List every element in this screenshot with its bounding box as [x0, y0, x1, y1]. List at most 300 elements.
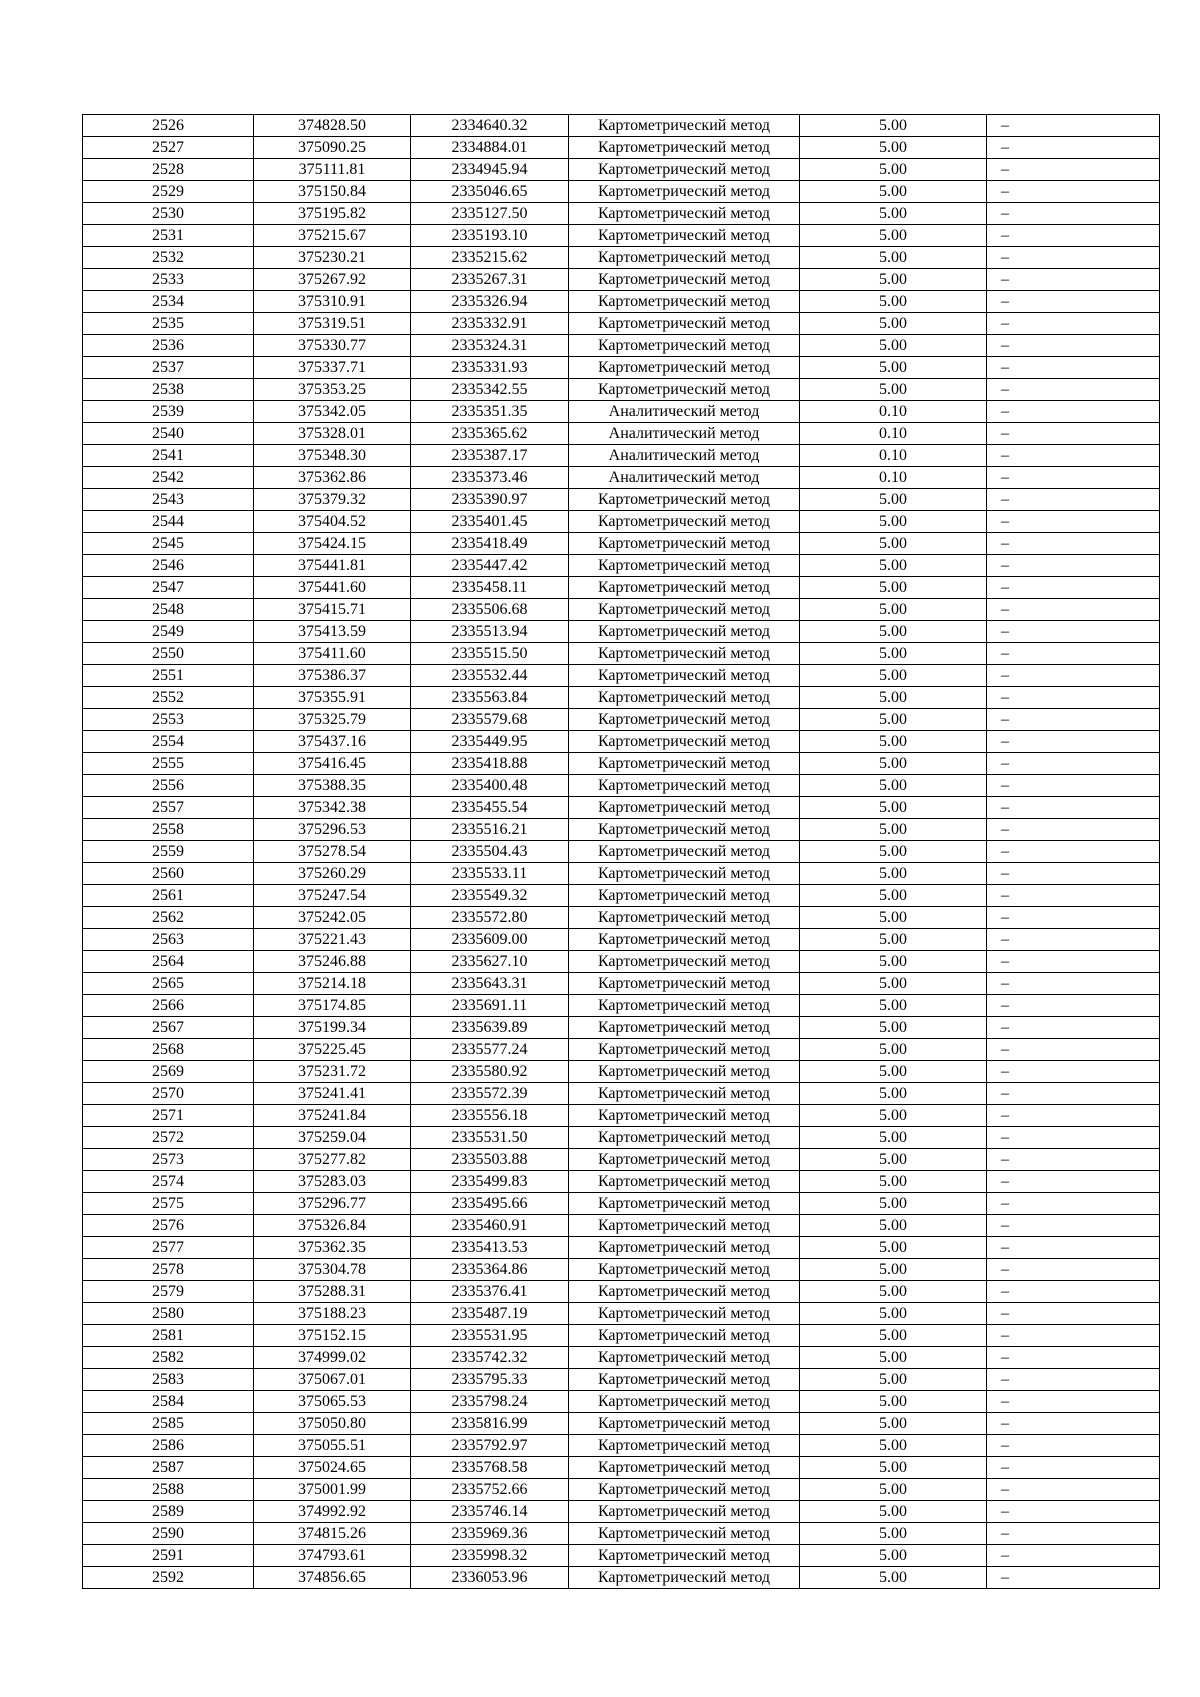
point-number-cell: 2532 — [83, 247, 254, 269]
description-cell: – — [987, 1193, 1160, 1215]
table-row — [83, 357, 1160, 379]
coordinates-table-body — [83, 115, 1160, 1589]
method-cell: Картометрический метод — [569, 1347, 800, 1369]
table-row — [83, 1039, 1160, 1061]
accuracy-cell: 5.00 — [800, 335, 987, 357]
accuracy-cell: 5.00 — [800, 665, 987, 687]
table-row — [83, 401, 1160, 423]
description-cell: – — [987, 841, 1160, 863]
description-cell: – — [987, 665, 1160, 687]
method-cell: Картометрический метод — [569, 929, 800, 951]
y-coordinate-cell: 2335532.44 — [411, 665, 569, 687]
y-coordinate-cell: 2335531.50 — [411, 1127, 569, 1149]
accuracy-cell: 5.00 — [800, 511, 987, 533]
description-cell: – — [987, 1127, 1160, 1149]
accuracy-cell: 5.00 — [800, 1325, 987, 1347]
y-coordinate-cell: 2335768.58 — [411, 1457, 569, 1479]
method-cell: Картометрический метод — [569, 1501, 800, 1523]
y-coordinate-cell: 2335331.93 — [411, 357, 569, 379]
y-coordinate-cell: 2335572.39 — [411, 1083, 569, 1105]
description-cell: – — [987, 1479, 1160, 1501]
accuracy-cell: 5.00 — [800, 1083, 987, 1105]
method-cell: Картометрический метод — [569, 1149, 800, 1171]
x-coordinate-cell: 375225.45 — [254, 1039, 411, 1061]
description-cell: – — [987, 1523, 1160, 1545]
y-coordinate-cell: 2335516.21 — [411, 819, 569, 841]
method-cell: Картометрический метод — [569, 555, 800, 577]
x-coordinate-cell: 375379.32 — [254, 489, 411, 511]
description-cell: – — [987, 1391, 1160, 1413]
table-row — [83, 181, 1160, 203]
method-cell: Картометрический метод — [569, 203, 800, 225]
accuracy-cell: 5.00 — [800, 1105, 987, 1127]
table-row — [83, 665, 1160, 687]
y-coordinate-cell: 2335577.24 — [411, 1039, 569, 1061]
accuracy-cell: 5.00 — [800, 555, 987, 577]
accuracy-cell: 5.00 — [800, 731, 987, 753]
accuracy-cell: 5.00 — [800, 643, 987, 665]
table-row — [83, 1061, 1160, 1083]
coordinates-table — [82, 114, 1160, 1589]
description-cell: – — [987, 445, 1160, 467]
point-number-cell: 2588 — [83, 1479, 254, 1501]
y-coordinate-cell: 2335579.68 — [411, 709, 569, 731]
table-row — [83, 291, 1160, 313]
method-cell: Картометрический метод — [569, 115, 800, 137]
x-coordinate-cell: 375441.81 — [254, 555, 411, 577]
description-cell: – — [987, 555, 1160, 577]
point-number-cell: 2553 — [83, 709, 254, 731]
method-cell: Аналитический метод — [569, 445, 800, 467]
y-coordinate-cell: 2335691.11 — [411, 995, 569, 1017]
point-number-cell: 2584 — [83, 1391, 254, 1413]
method-cell: Картометрический метод — [569, 841, 800, 863]
x-coordinate-cell: 375348.30 — [254, 445, 411, 467]
description-cell: – — [987, 1259, 1160, 1281]
method-cell: Картометрический метод — [569, 1479, 800, 1501]
accuracy-cell: 5.00 — [800, 1061, 987, 1083]
table-row — [83, 995, 1160, 1017]
accuracy-cell: 5.00 — [800, 1215, 987, 1237]
description-cell: – — [987, 599, 1160, 621]
accuracy-cell: 5.00 — [800, 1237, 987, 1259]
accuracy-cell: 5.00 — [800, 137, 987, 159]
table-row — [83, 797, 1160, 819]
description-cell: – — [987, 269, 1160, 291]
method-cell: Картометрический метод — [569, 1413, 800, 1435]
table-row — [83, 159, 1160, 181]
table-row — [83, 137, 1160, 159]
x-coordinate-cell: 375330.77 — [254, 335, 411, 357]
x-coordinate-cell: 375050.80 — [254, 1413, 411, 1435]
method-cell: Картометрический метод — [569, 489, 800, 511]
x-coordinate-cell: 375221.43 — [254, 929, 411, 951]
y-coordinate-cell: 2335342.55 — [411, 379, 569, 401]
y-coordinate-cell: 2335418.88 — [411, 753, 569, 775]
table-row — [83, 643, 1160, 665]
table-row — [83, 1237, 1160, 1259]
point-number-cell: 2564 — [83, 951, 254, 973]
method-cell: Картометрический метод — [569, 225, 800, 247]
method-cell: Картометрический метод — [569, 687, 800, 709]
table-row — [83, 973, 1160, 995]
point-number-cell: 2575 — [83, 1193, 254, 1215]
point-number-cell: 2580 — [83, 1303, 254, 1325]
accuracy-cell: 5.00 — [800, 599, 987, 621]
table-row — [83, 621, 1160, 643]
description-cell: – — [987, 1435, 1160, 1457]
y-coordinate-cell: 2335499.83 — [411, 1171, 569, 1193]
point-number-cell: 2549 — [83, 621, 254, 643]
accuracy-cell: 5.00 — [800, 181, 987, 203]
y-coordinate-cell: 2335351.35 — [411, 401, 569, 423]
method-cell: Картометрический метод — [569, 247, 800, 269]
method-cell: Аналитический метод — [569, 423, 800, 445]
point-number-cell: 2592 — [83, 1567, 254, 1589]
point-number-cell: 2568 — [83, 1039, 254, 1061]
y-coordinate-cell: 2334945.94 — [411, 159, 569, 181]
y-coordinate-cell: 2335572.80 — [411, 907, 569, 929]
y-coordinate-cell: 2335418.49 — [411, 533, 569, 555]
x-coordinate-cell: 375296.53 — [254, 819, 411, 841]
point-number-cell: 2574 — [83, 1171, 254, 1193]
method-cell: Картометрический метод — [569, 1127, 800, 1149]
x-coordinate-cell: 375411.60 — [254, 643, 411, 665]
x-coordinate-cell: 374793.61 — [254, 1545, 411, 1567]
method-cell: Картометрический метод — [569, 775, 800, 797]
method-cell: Аналитический метод — [569, 467, 800, 489]
y-coordinate-cell: 2335455.54 — [411, 797, 569, 819]
x-coordinate-cell: 375325.79 — [254, 709, 411, 731]
description-cell: – — [987, 1083, 1160, 1105]
x-coordinate-cell: 375277.82 — [254, 1149, 411, 1171]
x-coordinate-cell: 375353.25 — [254, 379, 411, 401]
x-coordinate-cell: 375242.05 — [254, 907, 411, 929]
y-coordinate-cell: 2335449.95 — [411, 731, 569, 753]
y-coordinate-cell: 2335364.86 — [411, 1259, 569, 1281]
method-cell: Картометрический метод — [569, 269, 800, 291]
method-cell: Картометрический метод — [569, 709, 800, 731]
x-coordinate-cell: 375260.29 — [254, 863, 411, 885]
accuracy-cell: 5.00 — [800, 269, 987, 291]
x-coordinate-cell: 375326.84 — [254, 1215, 411, 1237]
point-number-cell: 2559 — [83, 841, 254, 863]
table-row — [83, 1369, 1160, 1391]
table-row — [83, 1215, 1160, 1237]
x-coordinate-cell: 375424.15 — [254, 533, 411, 555]
x-coordinate-cell: 374815.26 — [254, 1523, 411, 1545]
method-cell: Картометрический метод — [569, 797, 800, 819]
x-coordinate-cell: 375065.53 — [254, 1391, 411, 1413]
point-number-cell: 2565 — [83, 973, 254, 995]
accuracy-cell: 5.00 — [800, 577, 987, 599]
y-coordinate-cell: 2335400.48 — [411, 775, 569, 797]
accuracy-cell: 5.00 — [800, 863, 987, 885]
y-coordinate-cell: 2335373.46 — [411, 467, 569, 489]
x-coordinate-cell: 375246.88 — [254, 951, 411, 973]
method-cell: Картометрический метод — [569, 621, 800, 643]
x-coordinate-cell: 375259.04 — [254, 1127, 411, 1149]
accuracy-cell: 5.00 — [800, 1545, 987, 1567]
table-row — [83, 599, 1160, 621]
point-number-cell: 2561 — [83, 885, 254, 907]
accuracy-cell: 0.10 — [800, 401, 987, 423]
x-coordinate-cell: 375067.01 — [254, 1369, 411, 1391]
point-number-cell: 2555 — [83, 753, 254, 775]
accuracy-cell: 5.00 — [800, 1391, 987, 1413]
accuracy-cell: 5.00 — [800, 775, 987, 797]
method-cell: Картометрический метод — [569, 1105, 800, 1127]
x-coordinate-cell: 375362.35 — [254, 1237, 411, 1259]
y-coordinate-cell: 2335332.91 — [411, 313, 569, 335]
x-coordinate-cell: 375231.72 — [254, 1061, 411, 1083]
accuracy-cell: 5.00 — [800, 225, 987, 247]
accuracy-cell: 0.10 — [800, 445, 987, 467]
point-number-cell: 2572 — [83, 1127, 254, 1149]
description-cell: – — [987, 335, 1160, 357]
x-coordinate-cell: 375404.52 — [254, 511, 411, 533]
accuracy-cell: 5.00 — [800, 159, 987, 181]
table-row — [83, 709, 1160, 731]
table-row — [83, 247, 1160, 269]
point-number-cell: 2543 — [83, 489, 254, 511]
point-number-cell: 2589 — [83, 1501, 254, 1523]
description-cell: – — [987, 753, 1160, 775]
x-coordinate-cell: 375195.82 — [254, 203, 411, 225]
table-row — [83, 1303, 1160, 1325]
point-number-cell: 2539 — [83, 401, 254, 423]
table-row — [83, 819, 1160, 841]
accuracy-cell: 5.00 — [800, 203, 987, 225]
description-cell: – — [987, 929, 1160, 951]
point-number-cell: 2540 — [83, 423, 254, 445]
point-number-cell: 2577 — [83, 1237, 254, 1259]
y-coordinate-cell: 2335267.31 — [411, 269, 569, 291]
table-row — [83, 1435, 1160, 1457]
x-coordinate-cell: 375199.34 — [254, 1017, 411, 1039]
table-row — [83, 555, 1160, 577]
method-cell: Картометрический метод — [569, 1061, 800, 1083]
accuracy-cell: 5.00 — [800, 379, 987, 401]
table-row — [83, 533, 1160, 555]
table-row — [83, 225, 1160, 247]
x-coordinate-cell: 375230.21 — [254, 247, 411, 269]
method-cell: Картометрический метод — [569, 995, 800, 1017]
accuracy-cell: 5.00 — [800, 841, 987, 863]
accuracy-cell: 5.00 — [800, 1501, 987, 1523]
table-row — [83, 577, 1160, 599]
table-row — [83, 841, 1160, 863]
description-cell: – — [987, 709, 1160, 731]
x-coordinate-cell: 375319.51 — [254, 313, 411, 335]
y-coordinate-cell: 2335792.97 — [411, 1435, 569, 1457]
method-cell: Картометрический метод — [569, 753, 800, 775]
x-coordinate-cell: 375416.45 — [254, 753, 411, 775]
description-cell: – — [987, 1303, 1160, 1325]
description-cell: – — [987, 973, 1160, 995]
method-cell: Картометрический метод — [569, 159, 800, 181]
accuracy-cell: 5.00 — [800, 1017, 987, 1039]
y-coordinate-cell: 2335742.32 — [411, 1347, 569, 1369]
point-number-cell: 2585 — [83, 1413, 254, 1435]
point-number-cell: 2545 — [83, 533, 254, 555]
point-number-cell: 2527 — [83, 137, 254, 159]
x-coordinate-cell: 375296.77 — [254, 1193, 411, 1215]
x-coordinate-cell: 375310.91 — [254, 291, 411, 313]
description-cell: – — [987, 885, 1160, 907]
point-number-cell: 2560 — [83, 863, 254, 885]
x-coordinate-cell: 375337.71 — [254, 357, 411, 379]
table-row — [83, 907, 1160, 929]
accuracy-cell: 5.00 — [800, 1369, 987, 1391]
table-row — [83, 1281, 1160, 1303]
table-row — [83, 269, 1160, 291]
x-coordinate-cell: 375024.65 — [254, 1457, 411, 1479]
table-row — [83, 687, 1160, 709]
table-row — [83, 115, 1160, 137]
y-coordinate-cell: 2335460.91 — [411, 1215, 569, 1237]
description-cell: – — [987, 1105, 1160, 1127]
accuracy-cell: 5.00 — [800, 1457, 987, 1479]
description-cell: – — [987, 511, 1160, 533]
accuracy-cell: 5.00 — [800, 797, 987, 819]
table-row — [83, 1017, 1160, 1039]
y-coordinate-cell: 2335401.45 — [411, 511, 569, 533]
x-coordinate-cell: 375247.54 — [254, 885, 411, 907]
accuracy-cell: 5.00 — [800, 1127, 987, 1149]
description-cell: – — [987, 995, 1160, 1017]
description-cell: – — [987, 1149, 1160, 1171]
x-coordinate-cell: 375441.60 — [254, 577, 411, 599]
description-cell: – — [987, 1017, 1160, 1039]
x-coordinate-cell: 375241.41 — [254, 1083, 411, 1105]
point-number-cell: 2536 — [83, 335, 254, 357]
x-coordinate-cell: 375362.86 — [254, 467, 411, 489]
accuracy-cell: 5.00 — [800, 1347, 987, 1369]
accuracy-cell: 5.00 — [800, 1523, 987, 1545]
description-cell: – — [987, 247, 1160, 269]
method-cell: Аналитический метод — [569, 401, 800, 423]
table-row — [83, 1523, 1160, 1545]
y-coordinate-cell: 2335487.19 — [411, 1303, 569, 1325]
table-row — [83, 1083, 1160, 1105]
description-cell: – — [987, 907, 1160, 929]
point-number-cell: 2537 — [83, 357, 254, 379]
point-number-cell: 2529 — [83, 181, 254, 203]
table-row — [83, 1545, 1160, 1567]
description-cell: – — [987, 1347, 1160, 1369]
table-row — [83, 885, 1160, 907]
y-coordinate-cell: 2335998.32 — [411, 1545, 569, 1567]
x-coordinate-cell: 374856.65 — [254, 1567, 411, 1589]
method-cell: Картометрический метод — [569, 1545, 800, 1567]
y-coordinate-cell: 2335549.32 — [411, 885, 569, 907]
description-cell: – — [987, 863, 1160, 885]
description-cell: – — [987, 467, 1160, 489]
x-coordinate-cell: 375001.99 — [254, 1479, 411, 1501]
accuracy-cell: 5.00 — [800, 1259, 987, 1281]
y-coordinate-cell: 2335816.99 — [411, 1413, 569, 1435]
accuracy-cell: 5.00 — [800, 1039, 987, 1061]
table-row — [83, 731, 1160, 753]
point-number-cell: 2586 — [83, 1435, 254, 1457]
accuracy-cell: 5.00 — [800, 929, 987, 951]
y-coordinate-cell: 2335193.10 — [411, 225, 569, 247]
x-coordinate-cell: 375288.31 — [254, 1281, 411, 1303]
table-row — [83, 313, 1160, 335]
y-coordinate-cell: 2335387.17 — [411, 445, 569, 467]
x-coordinate-cell: 375355.91 — [254, 687, 411, 709]
table-row — [83, 335, 1160, 357]
point-number-cell: 2571 — [83, 1105, 254, 1127]
accuracy-cell: 5.00 — [800, 1281, 987, 1303]
x-coordinate-cell: 375174.85 — [254, 995, 411, 1017]
accuracy-cell: 5.00 — [800, 533, 987, 555]
accuracy-cell: 5.00 — [800, 1435, 987, 1457]
y-coordinate-cell: 2335627.10 — [411, 951, 569, 973]
description-cell: – — [987, 401, 1160, 423]
method-cell: Картометрический метод — [569, 511, 800, 533]
y-coordinate-cell: 2335556.18 — [411, 1105, 569, 1127]
point-number-cell: 2534 — [83, 291, 254, 313]
method-cell: Картометрический метод — [569, 1215, 800, 1237]
description-cell: – — [987, 203, 1160, 225]
y-coordinate-cell: 2335798.24 — [411, 1391, 569, 1413]
description-cell: – — [987, 159, 1160, 181]
y-coordinate-cell: 2335795.33 — [411, 1369, 569, 1391]
point-number-cell: 2554 — [83, 731, 254, 753]
y-coordinate-cell: 2335533.11 — [411, 863, 569, 885]
y-coordinate-cell: 2335413.53 — [411, 1237, 569, 1259]
description-cell: – — [987, 379, 1160, 401]
point-number-cell: 2587 — [83, 1457, 254, 1479]
y-coordinate-cell: 2335506.68 — [411, 599, 569, 621]
description-cell: – — [987, 291, 1160, 313]
point-number-cell: 2590 — [83, 1523, 254, 1545]
accuracy-cell: 5.00 — [800, 709, 987, 731]
y-coordinate-cell: 2335639.89 — [411, 1017, 569, 1039]
table-row — [83, 489, 1160, 511]
x-coordinate-cell: 375304.78 — [254, 1259, 411, 1281]
y-coordinate-cell: 2335515.50 — [411, 643, 569, 665]
table-row — [83, 1105, 1160, 1127]
method-cell: Картометрический метод — [569, 1193, 800, 1215]
point-number-cell: 2583 — [83, 1369, 254, 1391]
table-row — [83, 1171, 1160, 1193]
x-coordinate-cell: 375342.05 — [254, 401, 411, 423]
description-cell: – — [987, 621, 1160, 643]
point-number-cell: 2581 — [83, 1325, 254, 1347]
method-cell: Картометрический метод — [569, 1171, 800, 1193]
accuracy-cell: 5.00 — [800, 621, 987, 643]
point-number-cell: 2526 — [83, 115, 254, 137]
point-number-cell: 2563 — [83, 929, 254, 951]
accuracy-cell: 0.10 — [800, 423, 987, 445]
description-cell: – — [987, 1567, 1160, 1589]
description-cell: – — [987, 533, 1160, 555]
description-cell: – — [987, 115, 1160, 137]
accuracy-cell: 5.00 — [800, 907, 987, 929]
y-coordinate-cell: 2335390.97 — [411, 489, 569, 511]
point-number-cell: 2542 — [83, 467, 254, 489]
y-coordinate-cell: 2335609.00 — [411, 929, 569, 951]
y-coordinate-cell: 2335365.62 — [411, 423, 569, 445]
x-coordinate-cell: 374992.92 — [254, 1501, 411, 1523]
table-row — [83, 951, 1160, 973]
method-cell: Картометрический метод — [569, 335, 800, 357]
x-coordinate-cell: 375241.84 — [254, 1105, 411, 1127]
description-cell: – — [987, 181, 1160, 203]
